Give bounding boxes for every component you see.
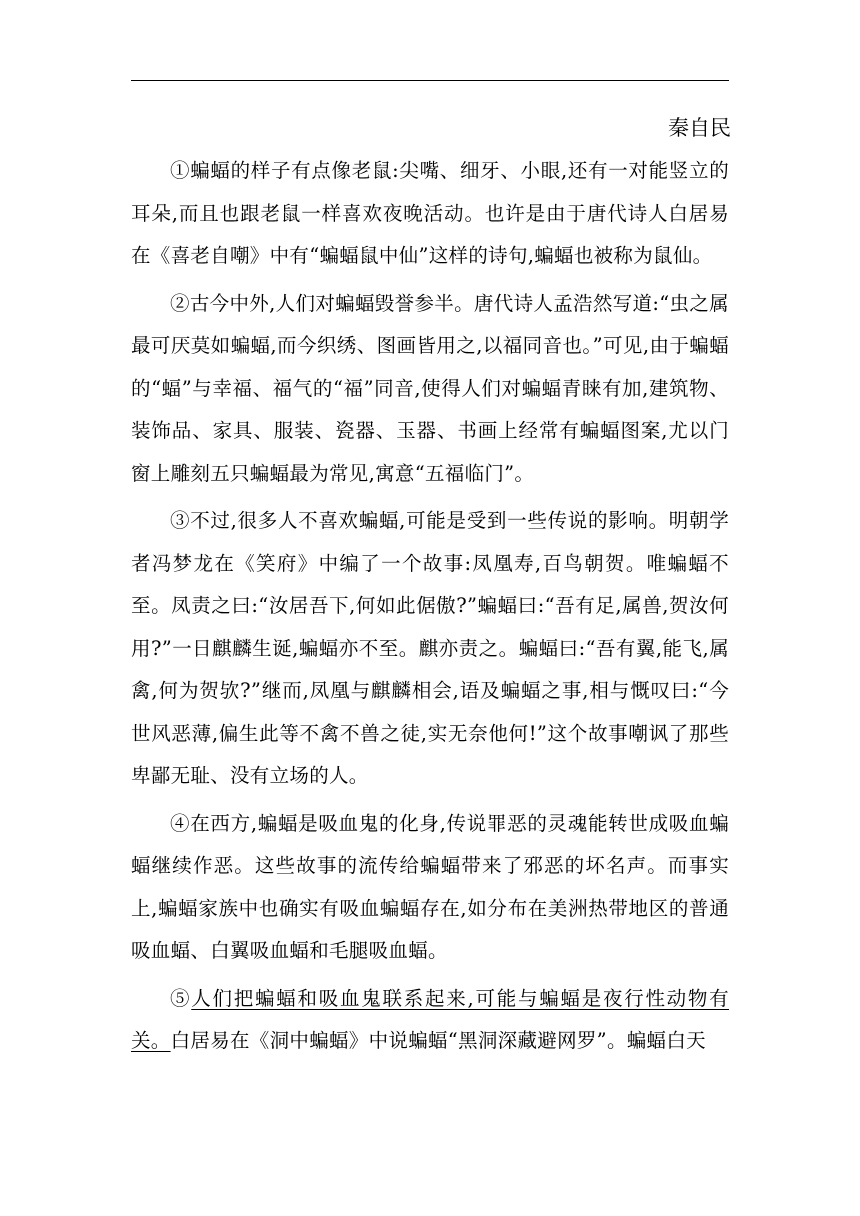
author-name: 秦自民 bbox=[668, 116, 731, 140]
paragraph-5 bbox=[131, 978, 729, 1063]
article-body bbox=[131, 150, 729, 1068]
top-divider bbox=[131, 80, 729, 81]
underlined-sentence: 人们把蝙蝠和吸血鬼联系起来,可能与蝙蝠是夜行性动物有关。 bbox=[131, 986, 729, 1052]
paragraph-5-number: ⑤ bbox=[170, 986, 192, 1010]
paragraph-5-rest: 白居易在《洞中蝙蝠》中说蝙蝠“黑洞深藏避网罗”。蝙蝠白天 bbox=[170, 1029, 706, 1052]
paragraph-2: ②古今中外,人们对蝙蝠毁誉参半。唐代诗人孟浩然写道:“虫之属最可厌莫如蝙蝠,而今织绣、图画皆用之,以福同音也。”可见,由于蝙蝠的“蝠”与幸福、福气的“福”同音,使得人们对蝙蝠青睐有加,建筑物、装饰品、家具、服装、瓷器、玉器、书画上经常有蝙蝠图案,尤以门窗上雕刻五只蝙蝠最为常见,寓意“五福临门”。 bbox=[131, 291, 729, 485]
paragraph-1: ①蝙蝠的样子有点像老鼠:尖嘴、细牙、小眼,还有一对能竖立的耳朵,而且也跟老鼠一样喜欢夜晚活动。也许是由于唐代诗人白居易在《喜老自嘲》中有“蝙蝠鼠中仙”这样的诗句,蝙蝠也被称为鼠仙。 bbox=[131, 159, 729, 267]
paragraph-4: ④在西方,蝙蝠是吸血鬼的化身,传说罪恶的灵魂能转世成吸血蝙蝠继续作恶。这些故事的流传给蝙蝠带来了邪恶的坏名声。而事实上,蝙蝠家族中也确实有吸血蝙蝠存在,如分布在美洲热带地区的普通吸血蝠、白翼吸血蝠和毛腿吸血蝠。 bbox=[131, 811, 729, 962]
paragraph-3: ③不过,很多人不喜欢蝙蝠,可能是受到一些传说的影响。明朝学者冯梦龙在《笑府》中编了一个故事:凤凰寿,百鸟朝贺。唯蝙蝠不至。凤责之曰:“汝居吾下,何如此倨傲?”蝙蝠曰:“吾有足,属兽,贺汝何用?”一日麒麟生诞,蝙蝠亦不至。麒亦责之。蝙蝠曰:“吾有翼,能飞,属禽,何为贺欤?”继而,凤凰与麒麟相会,语及蝙蝠之事,相与慨叹曰:“今世风恶薄,偏生此等不禽不兽之徒,实无奈他何!”这个故事嘲讽了那些卑鄙无耻、没有立场的人。 bbox=[131, 509, 729, 787]
